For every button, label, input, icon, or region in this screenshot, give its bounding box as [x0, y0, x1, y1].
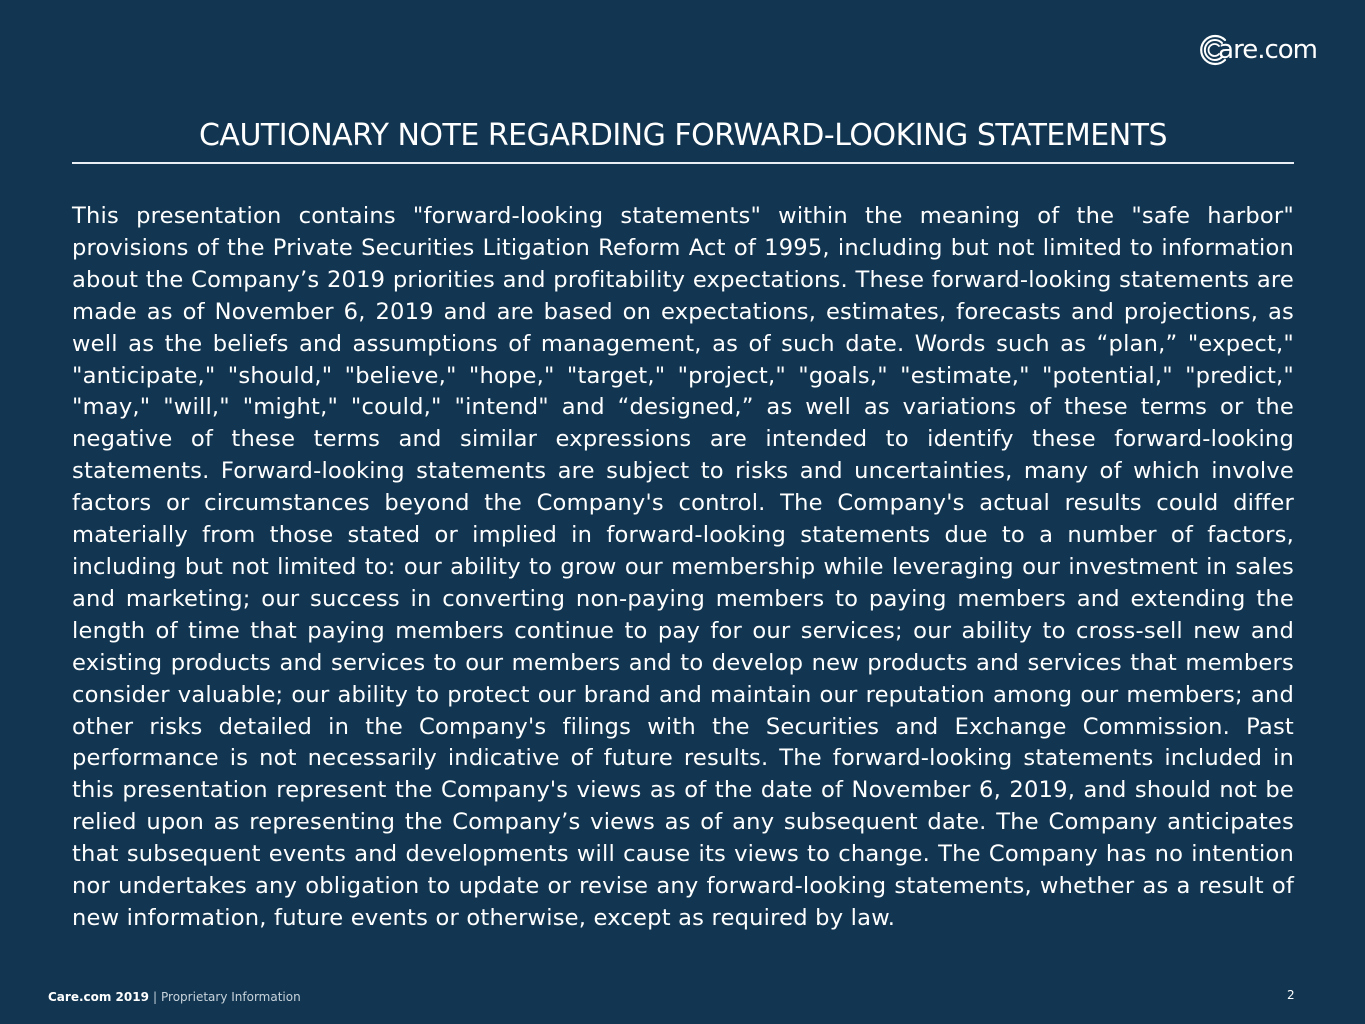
page-number: 2	[1287, 988, 1295, 1002]
footer-note: Proprietary Information	[161, 990, 301, 1004]
title-divider	[72, 162, 1294, 164]
disclaimer-body: This presentation contains "forward-looking statements" within the meaning of the "safe harbor" provisions of the Private Securities Litigation Reform Act of 1995, including but not limited to information about the Company’s 2019 priorities and profitability expectations. These forward-looking statements are made as of November 6, 2019 and are based on expectations, estimates, forecasts and projections, as well as the beliefs and assumptions of management, as of such date. Words such as “plan,” "expect," "anticipate," "should," "believe," "hope," "target," "project," "goals," "estimate," "potential," "predict," "may," "will," "might," "could," "intend" and “designed,” as well as variations of these terms or the negative of these terms and similar expressions are intended to identify these forward-looking statements. Forward-looking statements are subject to risks and uncertainties, many of which involve factors or circumstances beyond the Company's control. The Company's actual results could differ materially from those stated or implied in forward-looking statements due to a number of factors, including but not limited to: our ability to grow our membership while leveraging our investment in sales and marketing; our success in converting non-paying members to paying members and extending the length of time that paying members continue to pay for our services; our ability to cross-sell new and existing products and services to our members and to develop new products and services that members consider valuable; our ability to protect our brand and maintain our reputation among our members; and other risks detailed in the Company's filings with the Securities and Exchange Commission. Past performance is not necessarily indicative of future results. The forward-looking statements included in this presentation represent the Company's views as of the date of November 6, 2019, and should not be relied upon as representing the Company’s views as of any subsequent date. The Company anticipates that subsequent events and developments will cause its views to change. The Company has no intention nor undertakes any obligation to update or revise any forward-looking statements, whether as a result of new information, future events or otherwise, except as required by law.	[72, 203, 1294, 931]
footer	[48, 988, 301, 1006]
page-title: CAUTIONARY NOTE REGARDING FORWARD-LOOKING STATEMENTS	[198, 118, 1167, 153]
footer-separator: |	[152, 990, 158, 1004]
company-logo	[1194, 30, 1317, 70]
footer-brand: Care.com 2019	[48, 990, 149, 1004]
logo-text: are.com	[1218, 35, 1317, 65]
